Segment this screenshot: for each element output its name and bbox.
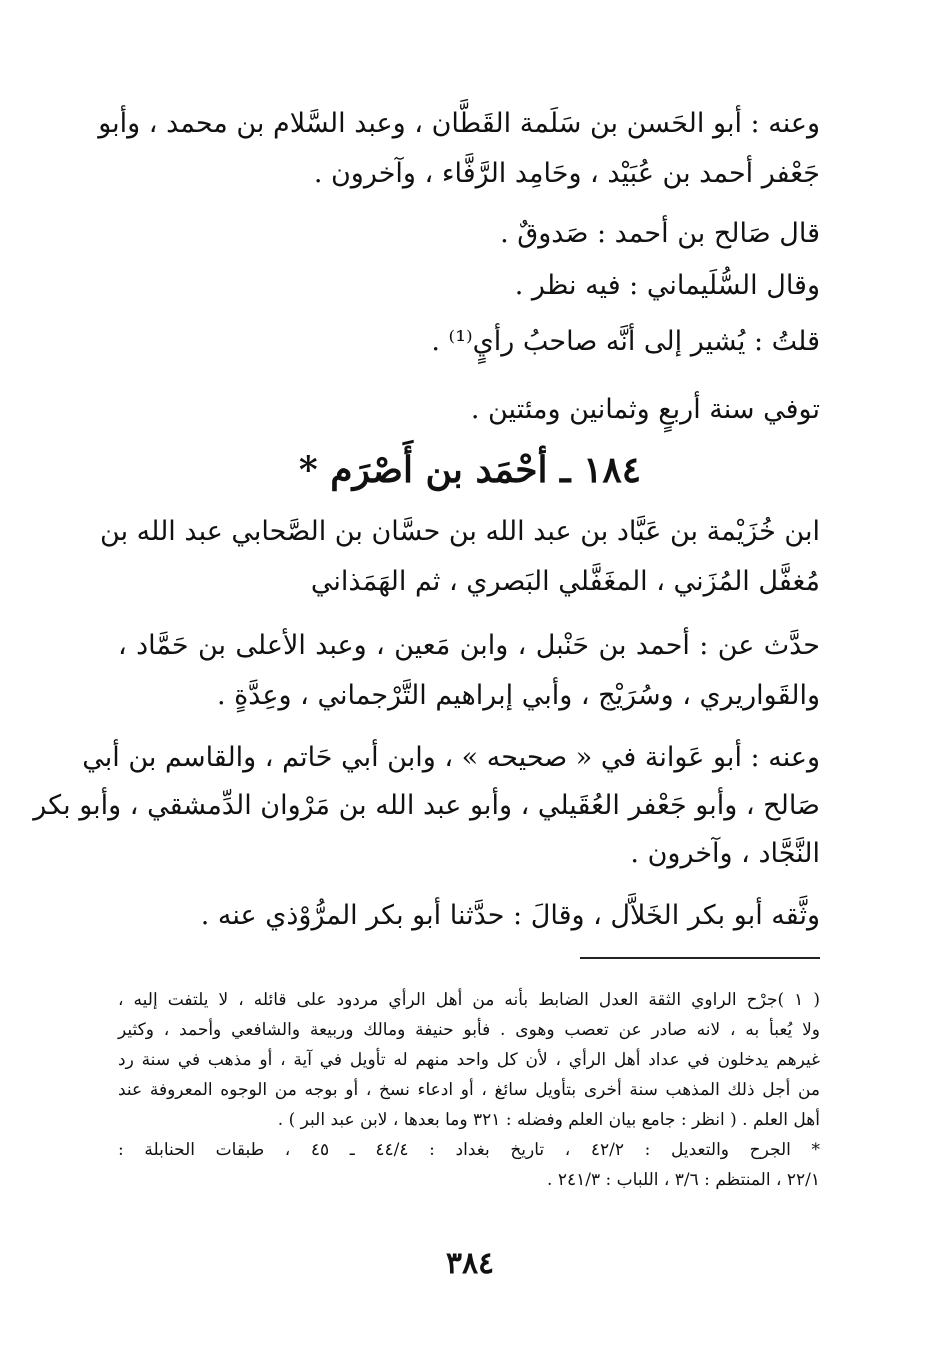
body-line: صَالح ، وأبو جَعْفر العُقَيلي ، وأبو عبد الله بن مَرْوان الدِّمشقي ، وأبو بكر — [33, 790, 820, 821]
footnote-line: غيرهم يدخلون في عداد أهل الرأي ، لأن كل واحد منهم له تأويل في آية ، أو مذهب في سنة رد — [118, 1050, 820, 1070]
body-line: النَّجَّاد ، وآخرون . — [630, 838, 820, 869]
body-line: وثَّقه أبو بكر الخَلاَّل ، وقالَ : حدَّثنا أبو بكر المرُّوْذي عنه . — [200, 900, 820, 931]
entry-heading: ١٨٤ ـ أحْمَد بن أَصْرَم * — [298, 449, 642, 491]
body-line: مُغفَّل المُزَني ، المغَفَّلي البَصري ، ثم الهَمَذاني — [310, 566, 820, 597]
page-number: ٣٨٤ — [445, 1246, 495, 1281]
body-line: قلتُ : يُشير إلى أنَّه صاحبُ رأيٍ⁽¹⁾ . — [431, 326, 820, 357]
footnote-line: ولا يُعبأ به ، لانه صادر عن تعصب وهوى . فأبو حنيفة ومالك وربيعة والشافعي وأحمد ، وكثير — [118, 1020, 821, 1040]
body-line: وقال السُّلَيماني : فيه نظر . — [514, 270, 820, 301]
body-line: ابن خُزَيْمة بن عَبَّاد بن عبد الله بن حسَّان بن الصَّحابي عبد الله بن — [100, 516, 820, 547]
body-line: قال صَالح بن أحمد : صَدوقٌ . — [500, 218, 820, 249]
body-line: وعنه : أبو الحَسن بن سَلَمة القَطَّان ، وعبد السَّلام بن محمد ، وأبو — [98, 108, 820, 139]
footnote-line: * الجرح والتعديل : ٤٢/٢ ، تاريخ بغداد : ٤٤/٤ ـ ٤٥ ، طبقات الحنابلة : — [118, 1140, 821, 1160]
footnote-line: ( ١ )جرْح الراوي الثقة العدل الضابط بأنه من أهل الرأي مردود على قائله ، لا يلتفت إليه ، — [118, 990, 820, 1010]
body-line: جَعْفر أحمد بن عُبَيْد ، وحَامِد الرَّفَّاء ، وآخرون . — [313, 158, 820, 189]
body-line: وعنه : أبو عَوانة في « صحيحه » ، وابن أبي حَاتم ، والقاسم بن أبي — [82, 742, 820, 773]
footnote-separator — [580, 957, 820, 959]
footnote-line: أهل العلم . ( انظر : جامع بيان العلم وفضله : ٣٢١ وما بعدها ، لابن عبد البر ) . — [277, 1110, 820, 1130]
body-line: والقَواريري ، وسُرَيْج ، وأبي إبراهيم التَّرْجماني ، وعِدَّةٍ . — [216, 680, 820, 711]
footnote-line: من أجل ذلك المذهب سنة أخرى بتأويل سائغ ، أو ادعاء نسخ ، أو بوجه من الوجوه المعروفة عند — [118, 1080, 820, 1100]
footnote-line: ٢٢/١ ، المنتظم : ٣/٦ ، اللباب : ٢٤١/٣ . — [547, 1170, 820, 1190]
body-line: حدَّث عن : أحمد بن حَنْبل ، وابن مَعين ، وعبد الأعلى بن حَمَّاد ، — [118, 630, 820, 661]
body-line: توفي سنة أربعٍ وثمانين ومئتين . — [470, 394, 820, 425]
